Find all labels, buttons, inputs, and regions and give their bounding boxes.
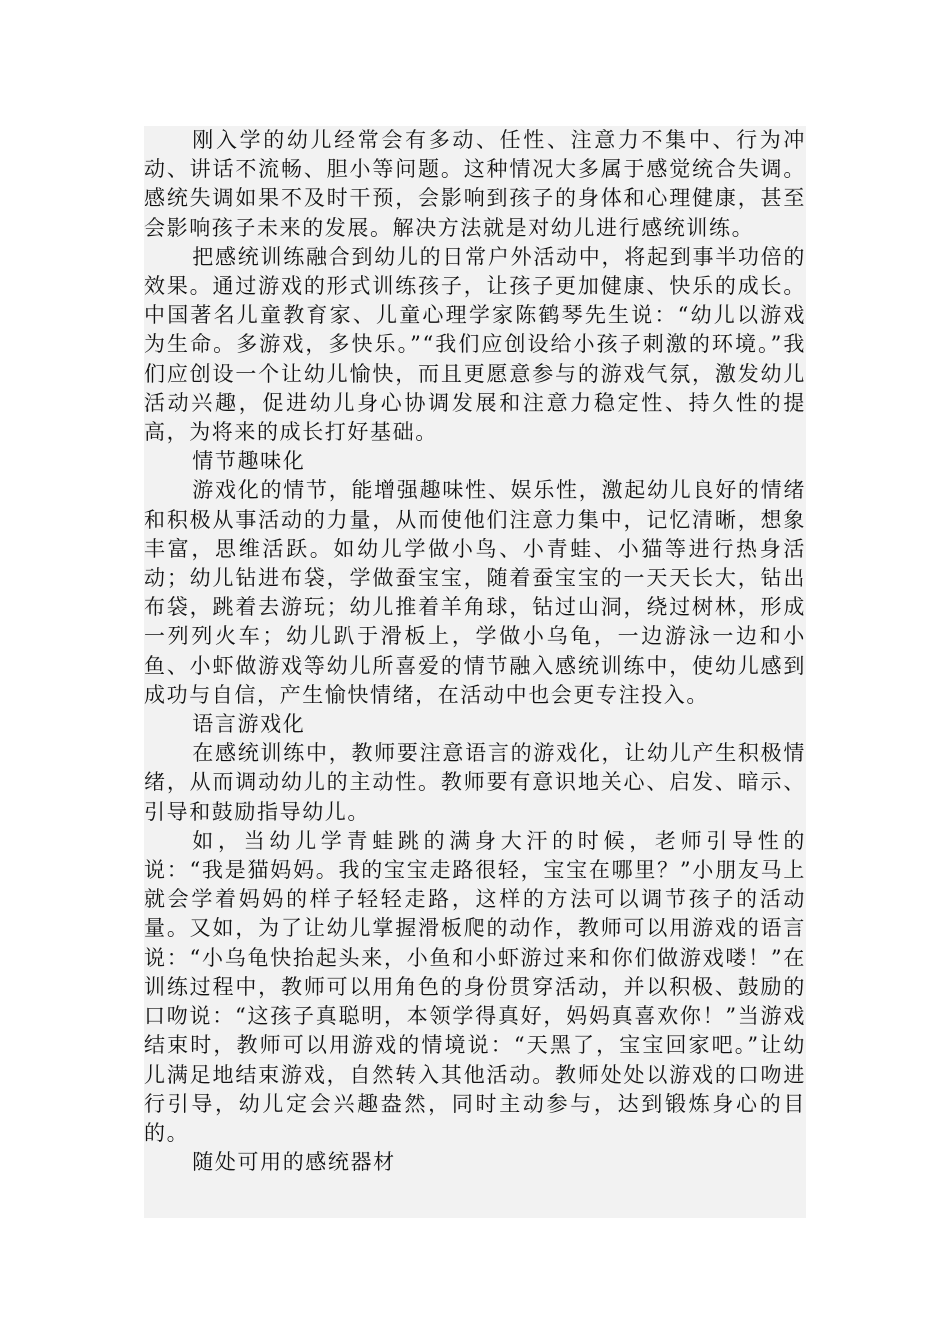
paragraph-language-examples: 如，当幼儿学青蛙跳的满身大汗的时候，老师引导性的说：“我是猫妈妈。我的宝宝走路很轻，宝宝在哪里？”小朋友马上就会学着妈妈的样子轻轻走路，这样的方法可以调节孩子的活动量。又如，为了让幼儿掌握滑板爬的动作，教师可以用游戏的语言说：“小乌龟快抬起头来，小鱼和小虾游过来和你们做游戏喽！”在训练过程中，教师可以用角色的身份贯穿活动，并以积极、鼓励的口吻说：“这孩子真聪明，本领学得真好，妈妈真喜欢你！”当游戏结束时，教师可以用游戏的情境说：“天黑了，宝宝回家吧。”让幼儿满足地结束游戏，自然转入其他活动。教师处处以游戏的口吻进行引导，幼儿定会兴趣盎然，同时主动参与，达到锻炼身心的目的。 [144,828,806,1145]
section-heading-plot: 情节趣味化 [192,449,306,474]
paragraph-language: 在感统训练中，教师要注意语言的游戏化，让幼儿产生积极情绪，从而调动幼儿的主动性。教师要有意识地关心、启发、暗示、引导和鼓励指导幼儿。 [144,741,806,824]
paragraph-plot: 游戏化的情节，能增强趣味性、娱乐性，激起幼儿良好的情绪和积极从事活动的力量，从而使他们注意力集中，记忆清晰，想象丰富，思维活跃。如幼儿学做小鸟、小青蛙、小猫等进行热身活动；幼儿钻进布袋，学做蚕宝宝，随着蚕宝宝的一天天长大，钻出布袋，跳着去游玩；幼儿推着羊角球，钻过山洞，绕过树林，形成一列列火车；幼儿趴于滑板上，学做小乌龟，一边游泳一边和小鱼、小虾做游戏等幼儿所喜爱的情节融入感统训练中，使幼儿感到成功与自信，产生愉快情绪，在活动中也会更专注投入。 [144,478,806,707]
section-heading-equipment: 随处可用的感统器材 [192,1150,396,1175]
section-heading-language: 语言游戏化 [192,712,306,737]
document-text-block [144,126,806,1218]
paragraph-outdoor-activities: 把感统训练融合到幼儿的日常户外活动中，将起到事半功倍的效果。通过游戏的形式训练孩子，让孩子更加健康、快乐的成长。中国著名儿童教育家、儿童心理学家陈鹤琴先生说：“幼儿以游戏为生命。多游戏，多快乐。”“我们应创设给小孩子刺激的环境。”我们应创设一个让幼儿愉快，而且更愿意参与的游戏气氛，激发幼儿活动兴趣，促进幼儿身心协调发展和注意力稳定性、持久性的提高，为将来的成长打好基础。 [144,244,806,445]
paragraph-intro: 刚入学的幼儿经常会有多动、任性、注意力不集中、行为冲动、讲话不流畅、胆小等问题。这种情况大多属于感觉统合失调。感统失调如果不及时干预，会影响到孩子的身体和心理健康，甚至会影响孩子未来的发展。解决方法就是对幼儿进行感统训练。 [144,128,806,240]
